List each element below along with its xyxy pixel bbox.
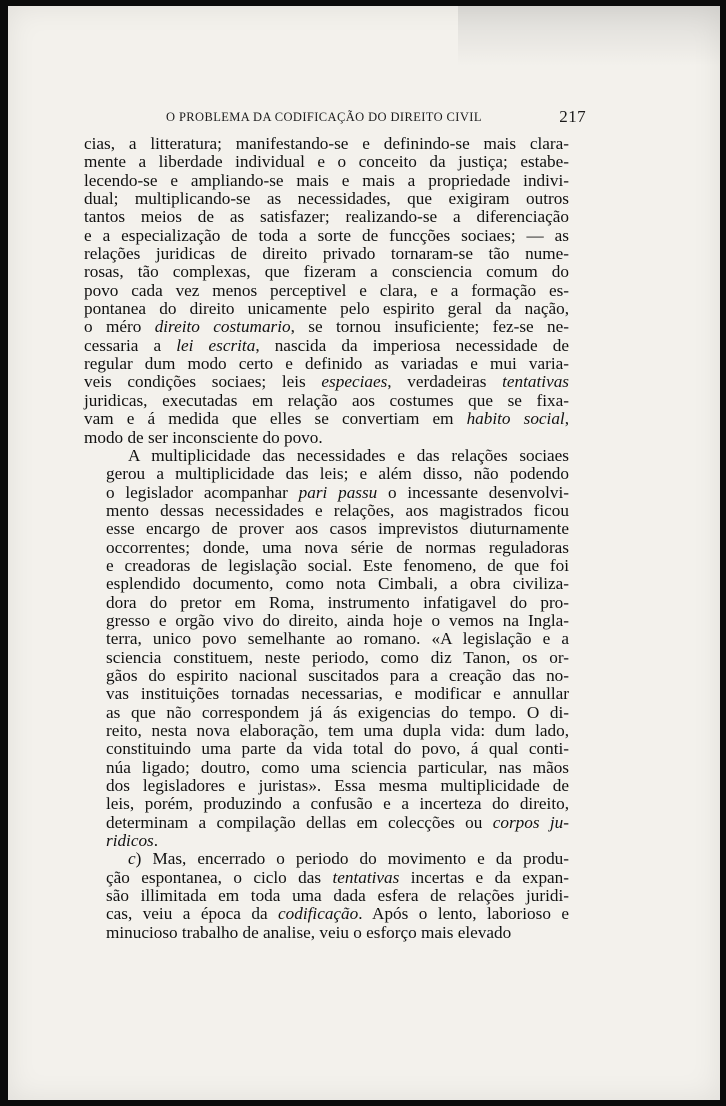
text-line: vas instituições tornadas necessarias, e modificar e annullar <box>106 684 569 704</box>
text-line: esplendido documento, como nota Cimbali, a obra civiliza- <box>106 574 569 594</box>
text-line: modo de ser inconsciente do povo. <box>84 427 323 447</box>
page-number: 217 <box>559 107 586 126</box>
text-line: vam e á medida que elles se convertiam em habito social, <box>84 409 569 429</box>
text-line: ridicos. <box>106 831 159 851</box>
text-line: dual; multiplicando-se as necessidades, que exigiram outros <box>84 189 569 209</box>
text-line: A multiplicidade das necessidades e das relações sociaes <box>128 445 569 465</box>
text-line: constituindo uma parte da vida total do povo, á qual conti- <box>106 739 569 759</box>
text-line: mente a liberdade individual e o conceito da justiça; estabe- <box>84 152 569 172</box>
text-line: leis, porém, produzindo a confusão e a incerteza do direito, <box>106 794 569 814</box>
text-line: minucioso trabalho de analise, veiu o esforço mais elevado <box>106 922 512 942</box>
text-line: o legislador acompanhar pari passu o incessante desenvolvi- <box>106 482 569 502</box>
running-title: O PROBLEMA DA CODIFICAÇÃO DO DIREITO CIVIL <box>166 110 482 124</box>
scan-smudge <box>458 6 720 66</box>
body-text <box>84 135 569 942</box>
text-line: povo cada vez menos perceptivel e clara, e a formação es- <box>84 280 569 300</box>
text-line: gerou a multiplicidade das leis; e além disso, não podendo <box>106 464 569 484</box>
text-line: e creadoras de legislação social. Este fenomeno, de que foi <box>106 555 569 575</box>
text-line: gresso e orgão vivo do direito, ainda hoje o vemos na Ingla- <box>106 610 569 630</box>
text-line: dos legisladores e juristas». Essa mesma multiplicidade de <box>106 776 569 796</box>
text-line: occorrentes; donde, uma nova série de normas reguladoras <box>106 537 569 557</box>
text-line: ção espontanea, o ciclo das tentativas incertas e da expan- <box>106 867 569 887</box>
text-line: juridicas, executadas em relação aos costumes que se fixa- <box>84 390 569 410</box>
text-line: gãos do espirito nacional suscitados para a creação das no- <box>106 665 569 685</box>
running-header <box>166 108 586 130</box>
text-line: cessaria a lei escrita, nascida da imperiosa necessidade de <box>84 335 569 355</box>
paragraph <box>84 447 569 851</box>
text-line: e a especialização de toda a sorte de funcções sociaes; — as <box>84 225 569 245</box>
text-line: relações juridicas de direito privado tornaram-se tão nume- <box>84 244 569 264</box>
paragraph <box>84 850 569 942</box>
text-line: terra, unico povo semelhante ao romano. «A legislação e a <box>106 629 569 649</box>
text-line: tantos meios de as satisfazer; realizando-se a diferenciação <box>84 207 569 227</box>
text-line: esse encargo de prover aos casos imprevistos diuturnamente <box>106 519 569 539</box>
text-line: as que não correspondem já ás exigencias do tempo. O di- <box>106 702 569 722</box>
text-line: regular dum modo certo e definido as variadas e mui varia- <box>84 354 569 374</box>
text-line: cas, veiu a época da codificação. Após o lento, laborioso e <box>106 904 569 924</box>
text-line: lecendo-se e ampliando-se mais e mais a propriedade indivi- <box>84 170 569 190</box>
text-line: sciencia constituem, neste periodo, como diz Tanon, os or- <box>106 647 569 667</box>
text-line: são illimitada em toda uma dada esfera de relações juridi- <box>106 886 569 906</box>
text-line: o méro direito costumario, se tornou insuficiente; fez-se ne- <box>84 317 569 337</box>
paragraph <box>84 135 569 447</box>
text-line: reito, nesta nova elaboração, tem uma dupla vida: dum lado, <box>106 721 569 740</box>
text-line: c) Mas, encerrado o periodo do movimento e da produ- <box>128 849 569 869</box>
text-line: núa ligado; doutro, como uma sciencia particular, nas mãos <box>106 757 569 777</box>
text-line: pontanea do direito unicamente pelo espirito geral da nação, <box>84 299 569 319</box>
text-line: rosas, tão complexas, que fizeram a consciencia comum do <box>84 262 569 282</box>
text-line: mento dessas necessidades e relações, aos magistrados ficou <box>106 500 569 520</box>
text-line: dora do pretor em Roma, instrumento infatigavel do pro- <box>106 592 569 612</box>
text-line: determinam a compilação dellas em colecções ou corpos ju- <box>106 812 570 832</box>
text-line: veis condições sociaes; leis especiaes, verdadeiras tentativas <box>84 372 569 392</box>
text-line: cias, a litteratura; manifestando-se e definindo-se mais clara- <box>84 134 569 153</box>
